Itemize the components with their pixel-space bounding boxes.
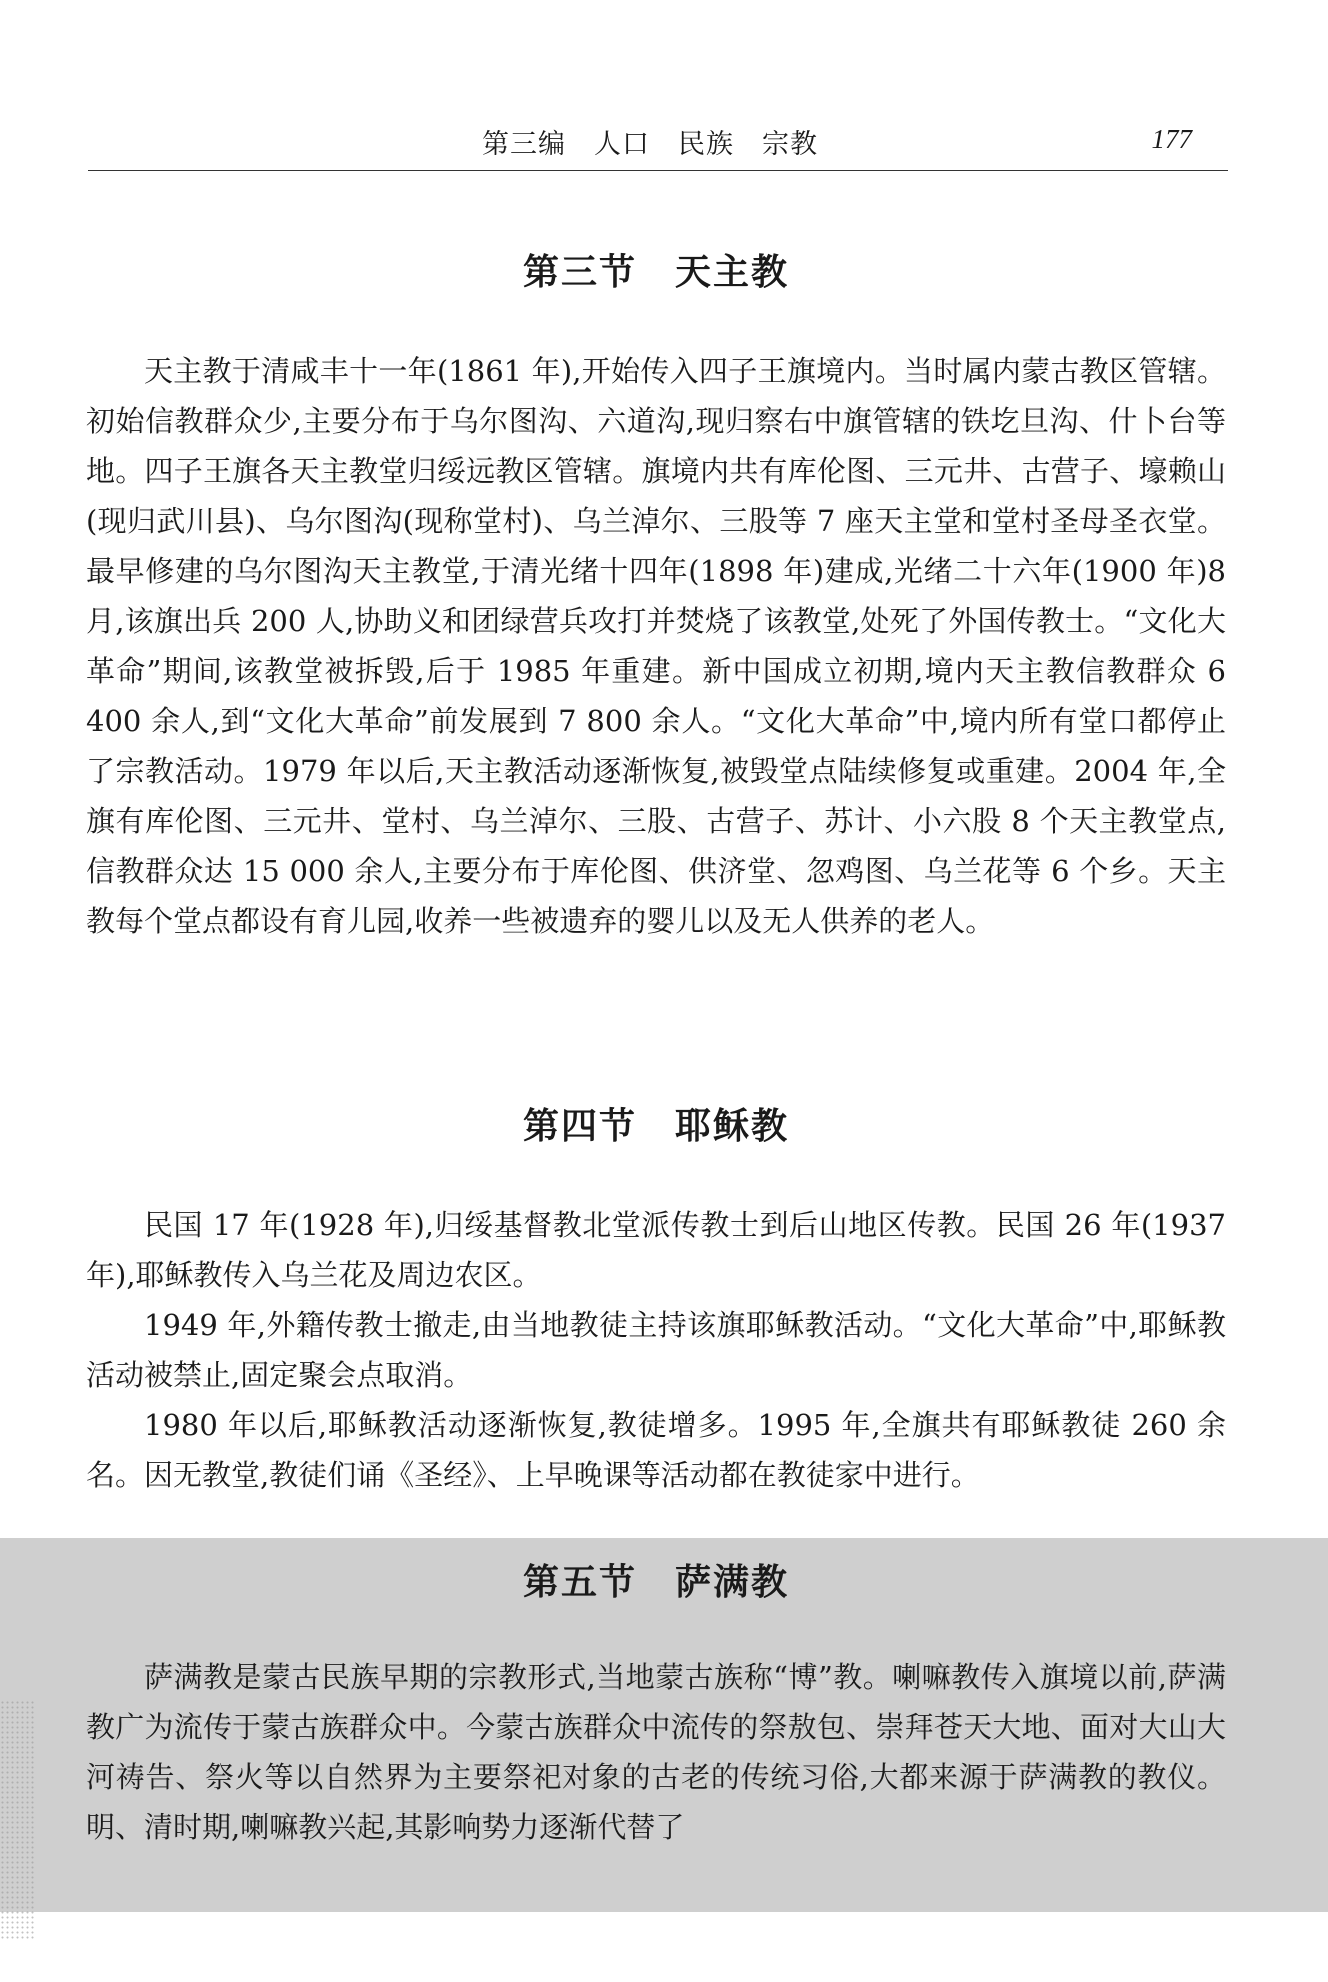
section-title: 第四节 耶稣教 (522, 1106, 789, 1147)
scan-edge-speckle (0, 1700, 34, 1940)
section-title: 第五节 萨满教 (522, 1562, 789, 1603)
section-protestantism (86, 1098, 1226, 1149)
section-catholicism-body (86, 346, 1226, 946)
paragraph: 天主教于清咸丰十一年(1861 年),开始传入四子王旗境内。当时属内蒙古教区管辖。初始信教群众少,主要分布于乌尔图沟、六道沟,现归察右中旗管辖的铁圪旦沟、什卜台等地。四子王旗各天主教堂归绥远教区管辖。旗境内共有库伦图、三元井、古营子、壕赖山(现归武川县)、乌尔图沟(现称堂村)、乌兰淖尔、三股等 7 座天主堂和堂村圣母圣衣堂。最早修建的乌尔图沟天主教堂,于清光绪十四年(1898 年)建成,光绪二十六年(1900 年)8 月,该旗出兵 200 人,协助义和团绿营兵攻打并焚烧了该教堂,处死了外国传教士。“文化大革命”期间,该教堂被拆毁,后于 1985 年重建。新中国成立初期,境内天主教信教群众 6 400 余人,到“文化大革命”前发展到 7 800 余人。“文化大革命”中,境内所有堂口都停止了宗教活动。1979 年以后,天主教活动逐渐恢复,被毁堂点陆续修复或重建。2004 年,全旗有库伦图、三元井、堂村、乌兰淖尔、三股、古营子、苏计、小六股 8 个天主教堂点,信教群众达 15 000 余人,主要分布于库伦图、供济堂、忽鸡图、乌兰花等 6 个乡。天主教每个堂点都设有育儿园,收养一些被遗弃的婴儿以及无人供养的老人。 (86, 354, 1226, 938)
section-protestantism-body (86, 1200, 1226, 1500)
section-shamanism-body (86, 1652, 1226, 1852)
running-head (88, 122, 1228, 172)
section-catholicism (86, 244, 1226, 295)
section-shamanism (86, 1554, 1226, 1605)
paragraph: 萨满教是蒙古民族早期的宗教形式,当地蒙古族称“博”教。喇嘛教传入旗境以前,萨满教广为流传于蒙古族群众中。今蒙古族群众中流传的祭敖包、崇拜苍天大地、面对大山大河祷告、祭火等以自然界为主要祭祀对象的古老的传统习俗,大都来源于萨满教的教仪。明、清时期,喇嘛教兴起,其影响势力逐渐代替了 (86, 1660, 1226, 1844)
page-number: 177 (1151, 124, 1192, 154)
paragraph: 1980 年以后,耶稣教活动逐渐恢复,教徒增多。1995 年,全旗共有耶稣教徒 260 余名。因无教堂,教徒们诵《圣经》、上早晚课等活动都在教徒家中进行。 (86, 1408, 1226, 1492)
paragraph: 1949 年,外籍传教士撤走,由当地教徒主持该旗耶稣教活动。“文化大革命”中,耶稣教活动被禁止,固定聚会点取消。 (86, 1308, 1226, 1392)
section-title: 第三节 天主教 (522, 252, 789, 293)
running-head-title: 第三编 人口 民族 宗教 (482, 129, 818, 160)
header-rule (88, 170, 1228, 171)
paragraph: 民国 17 年(1928 年),归绥基督教北堂派传教士到后山地区传教。民国 26 年(1937 年),耶稣教传入乌兰花及周边农区。 (86, 1208, 1226, 1292)
